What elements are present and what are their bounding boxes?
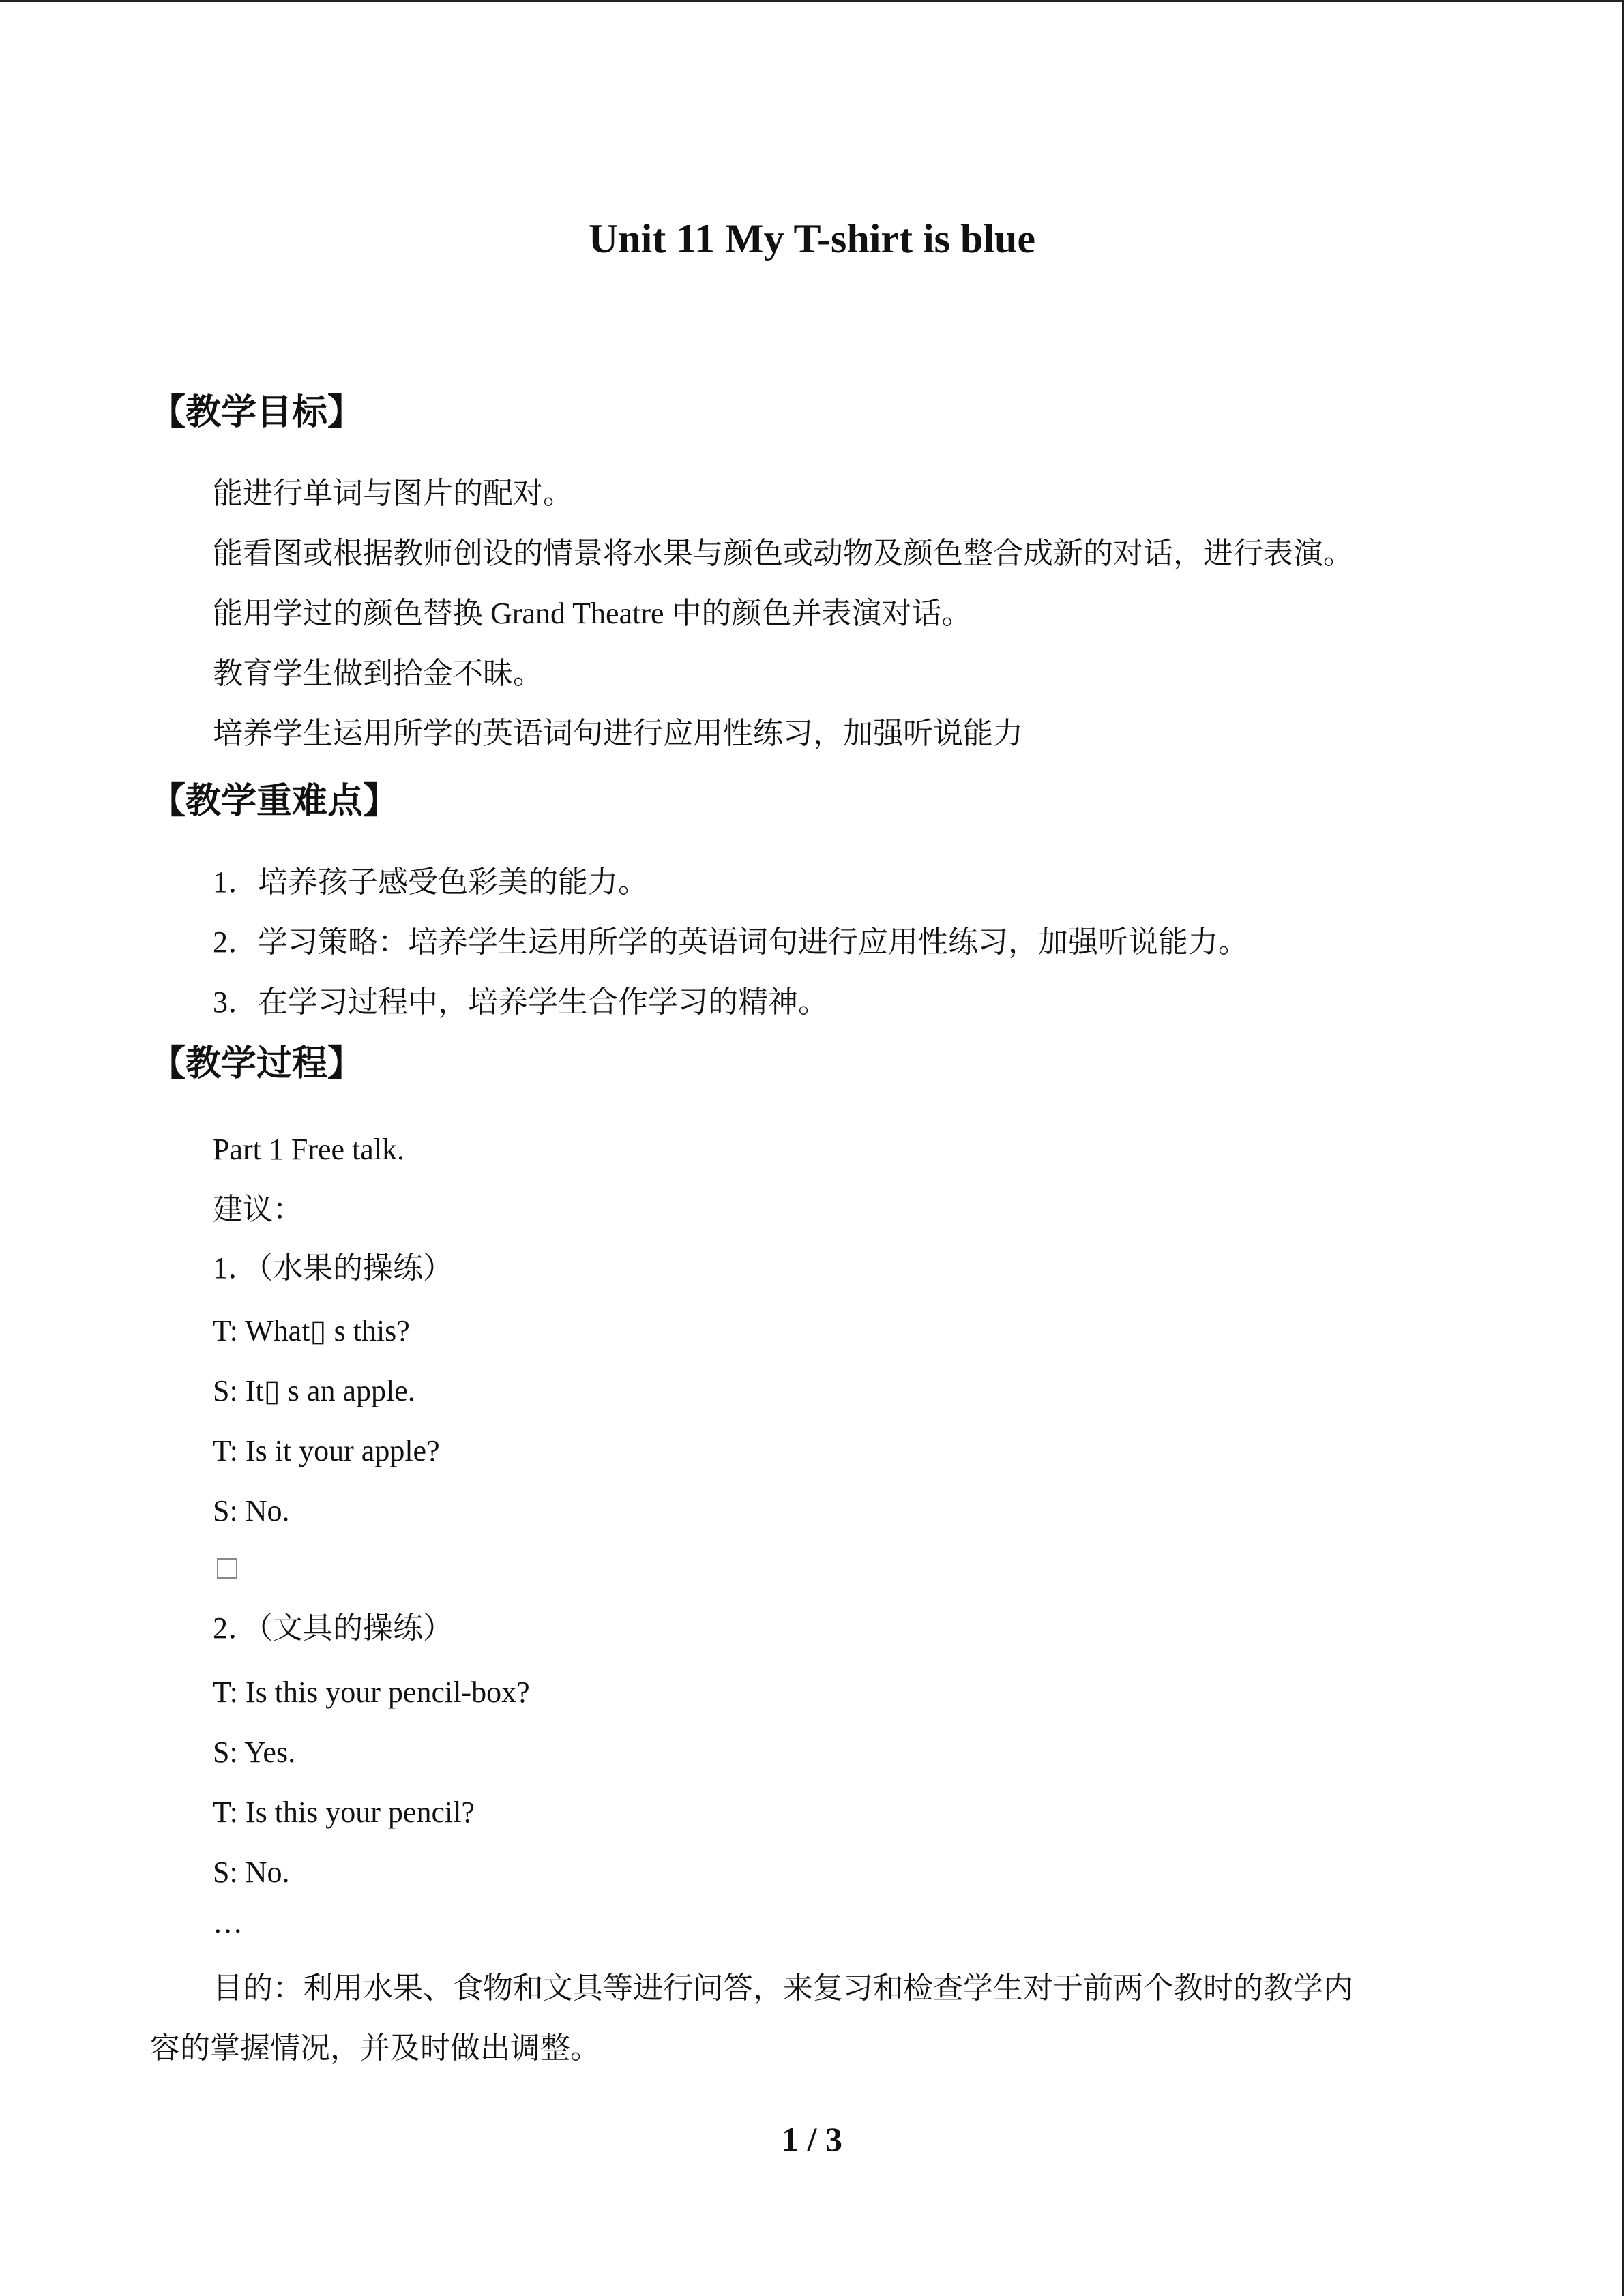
purpose-line-2: 容的掌握情况，并及时做出调整。 xyxy=(150,2031,600,2065)
dialogue-line: S: Yes. xyxy=(213,1735,296,1769)
objective-item: 教育学生做到拾金不昧。 xyxy=(213,657,543,690)
dialogue-line: S: No. xyxy=(213,1855,290,1889)
dialogue-line: T: Is it your apple? xyxy=(213,1434,440,1467)
key-point-item: 2．学习策略：培养学生运用所学的英语词句进行应用性练习，加强听说能力。 xyxy=(213,925,1248,959)
dialogue-line: S: It▯ s an apple. xyxy=(213,1374,415,1407)
heading-process: 【教学过程】 xyxy=(150,1043,364,1084)
objective-item: 培养学生运用所学的英语词句进行应用性练习，加强听说能力 xyxy=(213,717,1023,750)
dialogue-line: T: Is this your pencil? xyxy=(213,1795,475,1829)
key-point-item: 3．在学习过程中，培养学生合作学习的精神。 xyxy=(213,985,828,1019)
process-line: 2．（文具的操练） xyxy=(213,1611,453,1645)
purpose-line-1: 目的：利用水果、食物和文具等进行问答，来复习和检查学生对于前两个教时的教学内 xyxy=(213,1971,1353,2005)
process-line: 1．（水果的操练） xyxy=(213,1251,453,1285)
dialogue-line: T: What▯ s this? xyxy=(213,1314,410,1347)
dialogue-line: S: No. xyxy=(213,1494,290,1527)
heading-objectives: 【教学目标】 xyxy=(150,392,364,433)
document-title: Unit 11 My T-shirt is blue xyxy=(588,216,1036,261)
ellipsis-line: … xyxy=(213,1906,243,1939)
placeholder-box-icon xyxy=(217,1558,237,1579)
dialogue-line: T: Is this your pencil-box? xyxy=(213,1675,530,1709)
objective-item: 能用学过的颜色替换 Grand Theatre 中的颜色并表演对话。 xyxy=(213,597,972,630)
process-line: Part 1 Free talk. xyxy=(213,1133,405,1166)
objective-item: 能看图或根据教师创设的情景将水果与颜色或动物及颜色整合成新的对话，进行表演。 xyxy=(213,537,1353,570)
key-point-item: 1．培养孩子感受色彩美的能力。 xyxy=(213,865,648,899)
process-line: 建议： xyxy=(213,1193,303,1226)
heading-key-points: 【教学重难点】 xyxy=(150,781,399,822)
page-number: 1 / 3 xyxy=(782,2120,842,2158)
objective-item: 能进行单词与图片的配对。 xyxy=(213,477,573,510)
